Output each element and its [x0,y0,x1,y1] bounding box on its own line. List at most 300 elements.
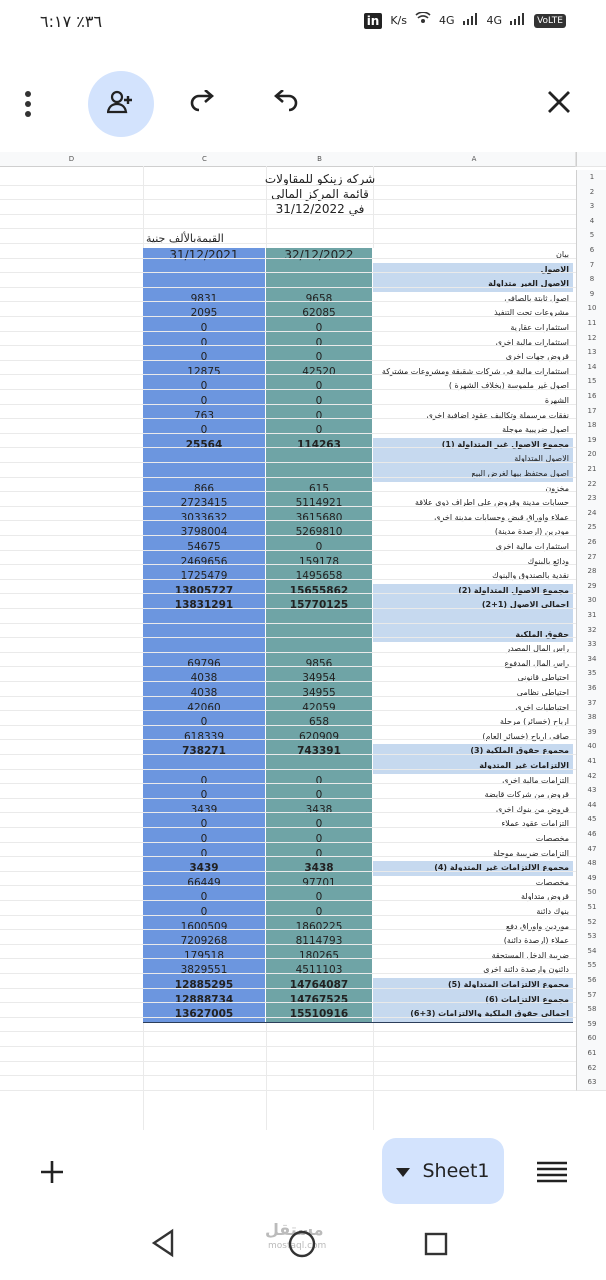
cell-2021[interactable] [143,452,266,467]
row-number[interactable]: 13 [576,345,606,361]
sheet-bottom-bar [0,1130,606,1210]
cell-2021[interactable]: 0 [143,847,266,862]
cell-description[interactable]: عملاء (ارصدة دائنة) [373,934,573,949]
list-icon [537,1161,567,1187]
cell-description[interactable]: مخصصات [373,876,573,891]
system-nav-bar [0,1210,606,1280]
cell-description[interactable]: مجموع الاصول غير المتداولة (1) [373,438,573,453]
cell-description[interactable]: راس المال المصدر [373,642,573,657]
cell-description[interactable]: مشروعات تحت التنفيذ [373,306,573,321]
row-number[interactable]: 43 [576,783,606,799]
row-number[interactable]: 53 [576,929,606,945]
cell-2022[interactable]: 0 [266,847,373,862]
row-number[interactable]: 42 [576,769,606,785]
row-number[interactable]: 48 [576,856,606,872]
cell-2022[interactable]: 114263 [266,438,373,453]
cell-description[interactable]: اصول ضريبية موجلة [373,423,573,438]
cell-description[interactable]: مجموع الالتزامات غير المتدولة (4) [373,861,573,876]
cell-description[interactable]: احتياطى قانونى [373,671,573,686]
cell-description[interactable]: احتياطيات اخرى [373,701,573,716]
cell-2021[interactable]: 0 [143,350,266,365]
table-row [143,774,573,790]
cell-description[interactable]: مجموع حقوق الملكية (3) [373,744,573,759]
cell-2022[interactable] [266,613,373,628]
row-number[interactable]: 27 [576,550,606,566]
cell-2022[interactable]: 1495658 [266,569,373,584]
row-number[interactable]: 54 [576,944,606,960]
column-header-c[interactable]: C [143,152,267,167]
cell-2022[interactable]: 97701 [266,876,373,891]
grid-line [0,301,576,302]
home-button[interactable] [288,1230,316,1262]
cell-2021[interactable]: 738271 [143,744,266,759]
cell-2021[interactable]: 618339 [143,730,266,745]
row-number[interactable]: 60 [576,1031,606,1047]
add-sheet-button[interactable] [30,1152,74,1196]
cell-2022[interactable]: 9856 [266,657,373,672]
cell-2022[interactable]: 0 [266,379,373,394]
table-row [143,584,573,600]
row-number[interactable]: 63 [576,1075,606,1091]
table-header-row [143,248,573,264]
row-number[interactable]: 8 [576,272,606,288]
cell-2022[interactable]: 62085 [266,306,373,321]
undo-icon [271,90,299,118]
cell-2021[interactable]: 42060 [143,701,266,716]
row-number[interactable]: 36 [576,681,606,697]
grid-line [0,447,576,448]
table-row [143,803,573,819]
row-number[interactable]: 49 [576,871,606,887]
cell-description[interactable]: الاصول المتداولة [373,452,573,467]
cell-2021[interactable]: 0 [143,394,266,409]
table-row [143,350,573,366]
network-label-2: 4G [486,14,503,27]
cell-2022[interactable]: 0 [266,817,373,832]
cell-2022[interactable]: 0 [266,540,373,555]
cell-2022[interactable]: 0 [266,336,373,351]
table-row [143,511,573,527]
cell-2022[interactable]: 34955 [266,686,373,701]
row-number[interactable]: 4 [576,214,606,230]
cell-description[interactable]: التزامات عقود عملاء [373,817,573,832]
cell-2022[interactable] [266,277,373,292]
back-triangle-icon [150,1243,176,1262]
row-number[interactable]: 3 [576,199,606,215]
cell-2022[interactable]: 4511103 [266,963,373,978]
cell-2021[interactable] [143,263,266,278]
row-number[interactable]: 56 [576,973,606,989]
table-row [143,847,573,863]
redo-button[interactable] [170,71,236,137]
cell-2022[interactable]: 34954 [266,671,373,686]
row-number[interactable]: 50 [576,885,606,901]
cell-2022[interactable]: 0 [266,350,373,365]
cell-2021[interactable]: 9831 [143,292,266,307]
row-number[interactable]: 12 [576,331,606,347]
row-number[interactable]: 62 [576,1061,606,1077]
row-number[interactable]: 58 [576,1002,606,1018]
cell-2022[interactable]: 3438 [266,861,373,876]
grid-line [0,550,576,551]
row-number[interactable]: 14 [576,360,606,376]
cell-2021[interactable]: 69796 [143,657,266,672]
cell-2022[interactable] [266,642,373,657]
cell-2021[interactable]: 0 [143,890,266,905]
row-number[interactable]: 33 [576,637,606,653]
row-number[interactable]: 24 [576,506,606,522]
row-number[interactable]: 55 [576,958,606,974]
row-number[interactable]: 11 [576,316,606,332]
row-number[interactable]: 15 [576,374,606,390]
table-row [143,394,573,410]
cell-2021[interactable]: 0 [143,321,266,336]
cell-description[interactable]: اصول محتفظ بيها لغرض البيع [373,467,573,482]
cell-2021[interactable]: 12875 [143,365,266,380]
table-row [143,423,573,439]
row-number[interactable]: 52 [576,915,606,931]
cell-2021[interactable]: 25564 [143,438,266,453]
grid-line [0,389,576,390]
cell-2021[interactable]: 1600509 [143,920,266,935]
cell-description[interactable]: اجمالى حقوق الملكية والالتزامات (3+6) [373,1007,573,1022]
grid-line [0,593,576,594]
cell-2022[interactable]: 0 [266,832,373,847]
row-number[interactable]: 9 [576,287,606,303]
cell-2022[interactable] [266,467,373,482]
cell-2021[interactable]: 13831291 [143,598,266,613]
row-number[interactable]: 19 [576,433,606,449]
table-row [143,1007,573,1023]
cell-2021[interactable]: 12885295 [143,978,266,993]
grid-line [0,185,576,186]
cell-description[interactable]: قروض جهات اخرى [373,350,573,365]
table-row [143,496,573,512]
row-number[interactable]: 35 [576,666,606,682]
cell-description[interactable]: حسابات مدينة وقروض على اطراف ذوى علاقة [373,496,573,511]
cell-2021[interactable] [143,277,266,292]
table-row [143,993,573,1009]
row-number[interactable]: 6 [576,243,606,259]
table-row [143,613,573,629]
cell-description[interactable]: اصول ثابتة بالصافى [373,292,573,307]
row-number[interactable]: 1 [576,170,606,186]
table-row [143,628,573,644]
cell-2021[interactable]: 3033632 [143,511,266,526]
row-number[interactable]: 59 [576,1017,606,1033]
cell-2021[interactable]: 0 [143,832,266,847]
cell-description[interactable]: موردين واوراق دفع [373,920,573,935]
cell-2022[interactable]: 5114921 [266,496,373,511]
cell-description[interactable]: مخصصات [373,832,573,847]
table-row [143,744,573,760]
row-number[interactable]: 22 [576,477,606,493]
cell-2022[interactable] [266,452,373,467]
cell-2021[interactable]: 0 [143,817,266,832]
grid-line [0,1017,576,1018]
cell-2022[interactable]: 658 [266,715,373,730]
cell-2022[interactable]: 5269810 [266,525,373,540]
battery-text: ٣٦٪ [76,12,103,31]
cell-2021[interactable]: 2723415 [143,496,266,511]
company-title: شركه زينكو للمقاولات [264,172,376,186]
grid-line [0,404,576,405]
cell-description[interactable]: الشهرة [373,394,573,409]
sheet-tab[interactable] [382,1138,504,1204]
cell-2021[interactable]: 3829551 [143,963,266,978]
cell-2021[interactable]: 0 [143,715,266,730]
cell-2022[interactable]: 743391 [266,744,373,759]
row-number[interactable]: 45 [576,812,606,828]
grid-line [0,696,576,697]
row-number[interactable]: 51 [576,900,606,916]
table-row [143,365,573,381]
grid-line [0,652,576,653]
cell-2022[interactable]: 0 [266,321,373,336]
cell-2021[interactable]: 12888734 [143,993,266,1008]
cell-2022[interactable]: 42520 [266,365,373,380]
cell-2022[interactable]: 0 [266,905,373,920]
column-header-d[interactable]: D [0,152,144,167]
cell-2021[interactable]: 0 [143,905,266,920]
cell-2021[interactable]: 0 [143,788,266,803]
cell-description[interactable]: قروض من شركات قابضة [373,788,573,803]
cell-description[interactable]: حقوق الملكية [373,628,573,643]
grid-line [0,710,576,711]
more-vert-icon[interactable] [8,71,48,137]
cell-2021[interactable]: 0 [143,423,266,438]
cell-description[interactable]: استثمارات مالية فى شركات شقيقة ومشروعات مشتركة [373,365,573,380]
grid-line [0,258,576,259]
cell-2021[interactable]: 13805727 [143,584,266,599]
undo-button[interactable] [252,71,318,137]
grid-line [0,331,576,332]
row-number[interactable]: 26 [576,535,606,551]
spreadsheet-grid[interactable] [0,152,606,1130]
cell-description[interactable]: ارباح (خسائر) مرحلة [373,715,573,730]
cell-2022[interactable]: 0 [266,423,373,438]
cell-2021[interactable]: 7209268 [143,934,266,949]
grid-line [0,433,576,434]
table-row [143,657,573,673]
cell-2022[interactable]: 1860225 [266,920,373,935]
cell-2022[interactable] [266,628,373,643]
row-number[interactable]: 57 [576,988,606,1004]
row-number[interactable]: 18 [576,418,606,434]
row-number[interactable]: 29 [576,579,606,595]
row-number[interactable]: 25 [576,520,606,536]
table-row [143,277,573,293]
row-number[interactable]: 31 [576,608,606,624]
close-icon [547,90,571,118]
statement-date: في 31/12/2022 [275,202,365,216]
grid-line [0,783,576,784]
cell-2022[interactable]: 14764087 [266,978,373,993]
cell-2021[interactable]: 66449 [143,876,266,891]
grid-line [0,316,576,317]
row-number[interactable]: 23 [576,491,606,507]
cell-2021[interactable]: 2095 [143,306,266,321]
grid-line [0,272,576,273]
cell-description[interactable]: قروض متداولة [373,890,573,905]
grid-line [0,958,576,959]
cell-2022[interactable]: 0 [266,788,373,803]
cell-2022[interactable]: 3615680 [266,511,373,526]
watermark-text: مستقل [265,1220,324,1239]
person-add-icon [107,90,135,118]
table-row [143,861,573,877]
cell-description[interactable]: مودرين (ارصدة مدينة) [373,525,573,540]
cell-2021[interactable]: 13627005 [143,1007,266,1022]
row-number[interactable]: 46 [576,827,606,843]
header-description[interactable]: بيان [373,248,573,263]
row-number[interactable]: 47 [576,842,606,858]
table-row [143,292,573,308]
header-2022[interactable]: 32/12/2022 [266,248,373,263]
grid-line [0,243,576,244]
cell-2022[interactable]: 15510916 [266,1007,373,1022]
row-number[interactable]: 38 [576,710,606,726]
cell-description[interactable]: مخزون [373,482,573,497]
cell-2021[interactable] [143,628,266,643]
cell-2021[interactable]: 4038 [143,686,266,701]
table-row [143,817,573,833]
cell-2022[interactable]: 0 [266,394,373,409]
column-header-a[interactable]: A [373,152,576,167]
grid-line [0,1002,576,1003]
cell-2022[interactable]: 14767525 [266,993,373,1008]
row-number[interactable]: 32 [576,623,606,639]
cell-description[interactable]: استثمارات عقارية [373,321,573,336]
row-number[interactable]: 40 [576,739,606,755]
cell-2022[interactable] [266,263,373,278]
row-number[interactable]: 41 [576,754,606,770]
cell-description[interactable]: نقدية بالصندوق والبنوك [373,569,573,584]
grid-line [0,842,576,843]
cell-2021[interactable]: 866 [143,482,266,497]
grid-line [0,739,576,740]
cell-description[interactable]: اجمالى الاصول (1+2) [373,598,573,613]
cell-2021[interactable]: 0 [143,379,266,394]
cell-description[interactable]: مجموع الالتزامات (6) [373,993,573,1008]
cell-2021[interactable] [143,467,266,482]
header-2021[interactable]: 31/12/2021 [143,248,266,263]
cell-description[interactable]: راس المال المدفوع [373,657,573,672]
cell-description[interactable]: صافى ارباح (خسائر العام) [373,730,573,745]
cell-2021[interactable]: 54675 [143,540,266,555]
row-number[interactable]: 39 [576,725,606,741]
cell-description[interactable]: نفقات مرسملة وتكاليف عقود اضافية اخرى [373,409,573,424]
row-number[interactable]: 61 [576,1046,606,1062]
row-number[interactable]: 20 [576,447,606,463]
back-button[interactable] [150,1228,176,1262]
cell-2022[interactable] [266,759,373,774]
cell-description[interactable]: اصول غير ملموسة (بخلاف الشهرة ) [373,379,573,394]
cell-2022[interactable]: 15770125 [266,598,373,613]
cell-2022[interactable]: 620909 [266,730,373,745]
cell-description[interactable]: استثمارات مالية اخرى [373,336,573,351]
cell-2022[interactable]: 8114793 [266,934,373,949]
cell-2021[interactable]: 763 [143,409,266,424]
cell-2022[interactable]: 0 [266,774,373,789]
cell-description[interactable]: استثمارات مالية اخرى [373,540,573,555]
row-number[interactable]: 44 [576,798,606,814]
cell-description[interactable] [373,613,573,628]
row-number[interactable]: 2 [576,185,606,201]
cell-2021[interactable]: 3798004 [143,525,266,540]
cell-2021[interactable]: 0 [143,336,266,351]
cell-2022[interactable]: 3438 [266,803,373,818]
cell-description[interactable]: ضريبة الدخل المستحقة [373,949,573,964]
cell-2022[interactable]: 9658 [266,292,373,307]
row-number[interactable]: 37 [576,696,606,712]
cell-2022[interactable]: 0 [266,409,373,424]
cell-description[interactable]: مجموع الاصول المتداولة (2) [373,584,573,599]
cell-description[interactable]: احتياطى نظامى [373,686,573,701]
grid-line [0,856,576,857]
close-button[interactable] [526,71,592,137]
cell-2021[interactable]: 2469656 [143,555,266,570]
cell-description[interactable]: عملاء واوراق قبض وحسابات مدينة اخرى [373,511,573,526]
cell-description[interactable]: بنوك دائنة [373,905,573,920]
grid-line [0,1061,576,1062]
cell-description[interactable]: مجموع الالتزامات المتداولة (5) [373,978,573,993]
row-number[interactable]: 10 [576,301,606,317]
cell-2021[interactable]: 3439 [143,861,266,876]
row-number[interactable]: 16 [576,389,606,405]
row-number[interactable]: 28 [576,564,606,580]
row-number[interactable]: 7 [576,258,606,274]
cell-description[interactable]: التزامات ضريبية موجلة [373,847,573,862]
table-row [143,701,573,717]
cell-2022[interactable]: 0 [266,890,373,905]
all-sheets-button[interactable] [530,1152,574,1196]
grid-line [0,827,576,828]
cell-description[interactable]: الاصول [373,263,573,278]
grid-line [0,491,576,492]
cell-2021[interactable]: 0 [143,774,266,789]
cell-2022[interactable]: 615 [266,482,373,497]
cell-2021[interactable] [143,759,266,774]
cell-description[interactable]: الالتزامات غير المتدولة [373,759,573,774]
row-number[interactable]: 17 [576,404,606,420]
cell-description[interactable]: قروض من بنوك اخرى [373,803,573,818]
cell-2021[interactable]: 3439 [143,803,266,818]
table-row [143,686,573,702]
cell-description[interactable]: دائنون وارصدة دائنة اخرى [373,963,573,978]
cell-2021[interactable]: 179518 [143,949,266,964]
recents-button[interactable] [424,1232,448,1260]
row-number[interactable]: 30 [576,593,606,609]
unit-label: القيمةبالألف جنية [146,232,224,245]
row-number[interactable]: 21 [576,462,606,478]
row-number[interactable]: 34 [576,652,606,668]
cell-2021[interactable] [143,613,266,628]
cell-description[interactable]: التزامات مالية اخرى [373,774,573,789]
cell-description[interactable]: ودائع بالبنوك [373,555,573,570]
cell-2021[interactable]: 1725479 [143,569,266,584]
cell-2021[interactable] [143,642,266,657]
cell-2022[interactable]: 42059 [266,701,373,716]
cell-2022[interactable]: 180265 [266,949,373,964]
cell-2022[interactable]: 15655862 [266,584,373,599]
cell-2021[interactable]: 4038 [143,671,266,686]
cell-description[interactable]: الاصول الغير متداولة [373,277,573,292]
share-button[interactable] [88,71,154,137]
column-header-b[interactable]: B [266,152,374,167]
row-number[interactable]: 5 [576,228,606,244]
cell-2022[interactable]: 159178 [266,555,373,570]
